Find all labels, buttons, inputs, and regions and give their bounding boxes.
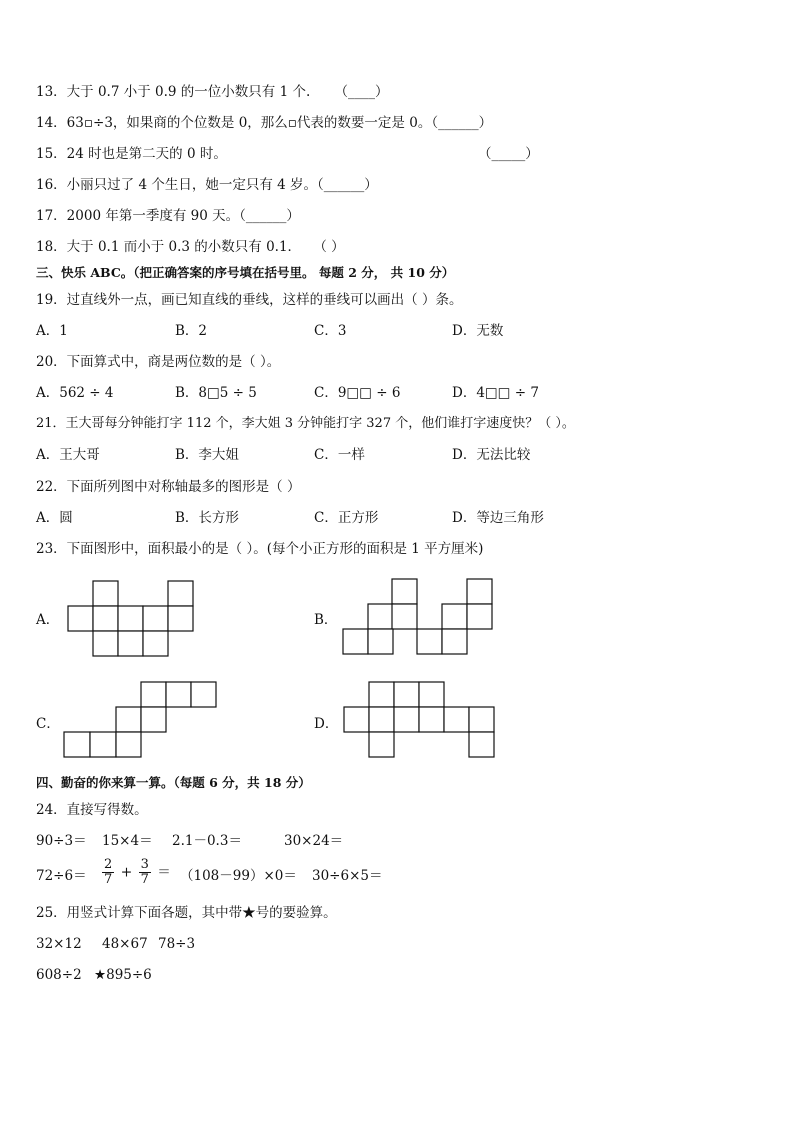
question-21-stem: 21．王大哥每分钟能打字 112 个，李大姐 3 分钟能打字 327 个，他们谁打字速度快？（ ）。: [36, 416, 575, 431]
question-18: 18．大于 0.1 而小于 0.3 的小数只有 0.1． （ ）: [36, 239, 345, 255]
option-b[interactable]: B．长方形: [175, 510, 239, 526]
answer-blank[interactable]: （_____）: [478, 146, 539, 162]
figure-a: [68, 581, 193, 656]
option-d[interactable]: D．无数: [452, 323, 504, 339]
question-23-stem: 23．下面图形中，面积最小的是（ ）。(每个小正方形的面积是 1 平方厘米): [36, 541, 484, 557]
question-14: 14．63▫÷3，如果商的个位数是 0，那么▫代表的数要一定是 0。（______）: [36, 115, 493, 131]
answer-blank[interactable]: （______）: [239, 208, 300, 224]
answer-blank[interactable]: （ ）: [313, 239, 345, 255]
calc-item: 32×12: [36, 936, 82, 952]
question-25-stem: 25．用竖式计算下面各题，其中带★号的要验算。: [36, 905, 337, 921]
figure-label-a[interactable]: A．: [36, 612, 60, 628]
fraction: $\frac{3}{7}$: [140, 857, 149, 887]
question-19-stem: 19．过直线外一点，画已知直线的垂线，这样的垂线可以画出（ ）条。: [36, 292, 463, 308]
section-4-title: 四、勤奋的你来算一算。（每题 6 分，共 18 分）: [36, 775, 311, 790]
figure-b: [343, 579, 492, 654]
question-15: 15．24 时也是第二天的 0 时。: [36, 146, 227, 162]
figure-label-b[interactable]: B．: [314, 612, 338, 628]
option-d[interactable]: D．等边三角形: [452, 510, 544, 526]
figure-label-c[interactable]: C．: [36, 716, 60, 732]
calc-item: 2.1－0.3＝: [172, 833, 242, 849]
option-c[interactable]: C．正方形: [314, 510, 379, 526]
question-22-stem: 22．下面所列图中对称轴最多的图形是（ ）: [36, 479, 301, 495]
option-c[interactable]: C．一样: [314, 447, 365, 463]
calc-item: 608÷2: [36, 967, 82, 983]
question-17: 17．2000 年第一季度有 90 天。（______）: [36, 208, 300, 224]
question-20-stem: 20．下面算式中，商是两位数的是（ ）。: [36, 354, 281, 370]
calc-item: 30÷6×5＝: [312, 868, 383, 884]
calc-item: 78÷3: [158, 936, 196, 952]
calc-item: 30×24＝: [284, 833, 344, 849]
calc-item: （108－99）×0＝: [180, 868, 297, 884]
answer-blank[interactable]: （______）: [317, 177, 378, 193]
option-d[interactable]: D．无法比较: [452, 447, 531, 463]
figure-label-d[interactable]: D．: [314, 716, 339, 732]
option-c[interactable]: C．3: [314, 323, 347, 339]
calc-item: 90÷3＝: [36, 833, 87, 849]
question-16: 16．小丽只过了 4 个生日，她一定只有 4 岁。（______）: [36, 177, 378, 193]
calc-item: ★895÷6: [94, 967, 152, 983]
question-13: 13．大于 0.7 小于 0.9 的一位小数只有 1 个. （____）: [36, 84, 389, 100]
figure-c: [64, 682, 216, 757]
calc-item: 72÷6＝: [36, 868, 87, 884]
option-a[interactable]: A．562 ÷ 4: [36, 385, 114, 401]
option-a[interactable]: A．1: [36, 323, 68, 339]
calc-item: 48×67: [102, 936, 148, 952]
fraction: $\frac{2}{7}$: [104, 857, 113, 887]
calc-item: 15×4＝: [102, 833, 153, 849]
option-d[interactable]: D．4□□ ÷ 7: [452, 385, 539, 401]
answer-blank[interactable]: （______）: [431, 115, 493, 131]
option-b[interactable]: B．2: [175, 323, 208, 339]
option-b[interactable]: B．李大姐: [175, 447, 239, 463]
option-c[interactable]: C．9□□ ÷ 6: [314, 385, 401, 401]
answer-blank[interactable]: （____）: [334, 84, 389, 100]
question-24-stem: 24．直接写得数。: [36, 802, 148, 818]
option-a[interactable]: A．圆: [36, 510, 73, 526]
fraction-sum: $\frac{2}{7}$ + $\frac{3}{7}$ ＝: [104, 857, 171, 887]
figure-d: [344, 682, 494, 757]
option-a[interactable]: A．王大哥: [36, 447, 100, 463]
option-b[interactable]: B．8□5 ÷ 5: [175, 385, 257, 401]
section-3-title: 三、快乐 ABC。（把正确答案的序号填在括号里。 每题 2 分， 共 10 分）: [36, 265, 455, 280]
